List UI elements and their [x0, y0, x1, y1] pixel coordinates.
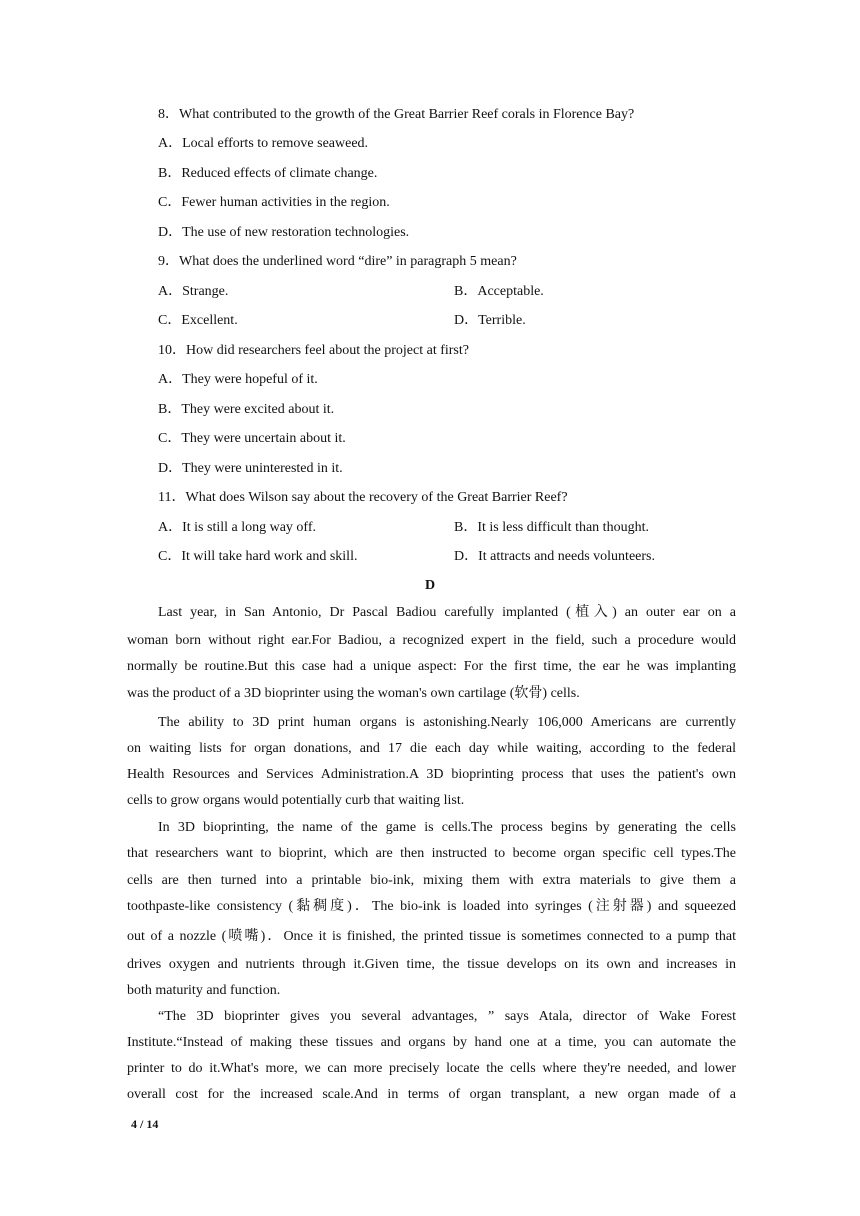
question-9-option-a: A．Strange.	[158, 284, 229, 299]
passage-line: cells to grow organs would potentially curb that waiting list.	[127, 793, 465, 808]
question-8-stem: 8．What contributed to the growth of the Great Barrier Reef corals in Florence Bay?	[158, 107, 635, 122]
question-9-option-b: B．Acceptable.	[454, 284, 544, 299]
question-11-option-d: D．It attracts and needs volunteers.	[454, 549, 655, 564]
question-10-option-b: B．They were excited about it.	[158, 402, 335, 417]
passage-line: on waiting lists for organ donations, and 17 die each day while waiting, according to the federal	[127, 741, 736, 756]
question-11-option-c: C．It will take hard work and skill.	[158, 549, 358, 564]
question-8-option-b: B．Reduced effects of climate change.	[158, 166, 378, 181]
passage-line: out of a nozzle (喷嘴)．Once it is finished, the printed tissue is sometimes connected to a pump that	[127, 929, 736, 944]
question-10-option-c: C．They were uncertain about it.	[158, 431, 346, 446]
passage-line: cells are then turned into a printable bio-ink, mixing them with extra materials to give them a	[127, 873, 736, 888]
section-title: D	[424, 578, 436, 593]
question-9-option-d: D．Terrible.	[454, 313, 526, 328]
passage-line: was the product of a 3D bioprinter using the woman's own cartilage (软骨) cells.	[127, 686, 580, 701]
question-10-option-d: D．They were uninterested in it.	[158, 461, 343, 476]
question-11-stem: 11．What does Wilson say about the recovery of the Great Barrier Reef?	[158, 490, 568, 505]
passage-line: “The 3D bioprinter gives you several advantages, ” says Atala, director of Wake Forest	[158, 1009, 736, 1024]
question-11-option-a: A．It is still a long way off.	[158, 520, 317, 535]
passage-line: normally be routine.But this case had a unique aspect: For the first time, the ear he was implanting	[127, 659, 736, 674]
passage-line: Health Resources and Services Administration.A 3D bioprinting process that uses the patient's own	[127, 767, 736, 782]
passage-line: both maturity and function.	[127, 983, 281, 998]
passage-line: Institute.“Instead of making these tissues and organs by hand one at a time, you can automate the	[127, 1035, 736, 1050]
passage-line: drives oxygen and nutrients through it.Given time, the tissue develops on its own and increases in	[127, 957, 736, 972]
question-9-stem: 9．What does the underlined word “dire” in paragraph 5 mean?	[158, 254, 517, 269]
page-number: 4 / 14	[131, 1117, 159, 1131]
question-10-option-a: A．They were hopeful of it.	[158, 372, 318, 387]
passage-line: printer to do it.What's more, we can more precisely locate the cells where they're needed, and lower	[127, 1061, 736, 1076]
question-8-option-a: A．Local efforts to remove seaweed.	[158, 136, 369, 151]
question-8-option-d: D．The use of new restoration technologies.	[158, 225, 410, 240]
passage-line: woman born without right ear.For Badiou, a recognized expert in the field, such a procedure would	[127, 633, 736, 648]
question-8-option-c: C．Fewer human activities in the region.	[158, 195, 390, 210]
passage-line: toothpaste-like consistency (黏稠度)．The bio-ink is loaded into syringes (注射器) and squeezed	[127, 899, 736, 914]
passage-line: In 3D bioprinting, the name of the game is cells.The process begins by generating the cells	[158, 820, 736, 835]
passage-line: The ability to 3D print human organs is astonishing.Nearly 106,000 Americans are currently	[158, 715, 736, 730]
question-9-option-c: C．Excellent.	[158, 313, 238, 328]
passage-line: overall cost for the increased scale.And in terms of organ transplant, a new organ made of a	[127, 1087, 736, 1102]
passage-line: Last year, in San Antonio, Dr Pascal Badiou carefully implanted (植入) an outer ear on a	[158, 605, 736, 620]
passage-line: that researchers want to bioprint, which are then instructed to become organ specific cell types.The	[127, 846, 736, 861]
question-11-option-b: B．It is less difficult than thought.	[454, 520, 649, 535]
question-10-stem: 10．How did researchers feel about the project at first?	[158, 343, 469, 358]
